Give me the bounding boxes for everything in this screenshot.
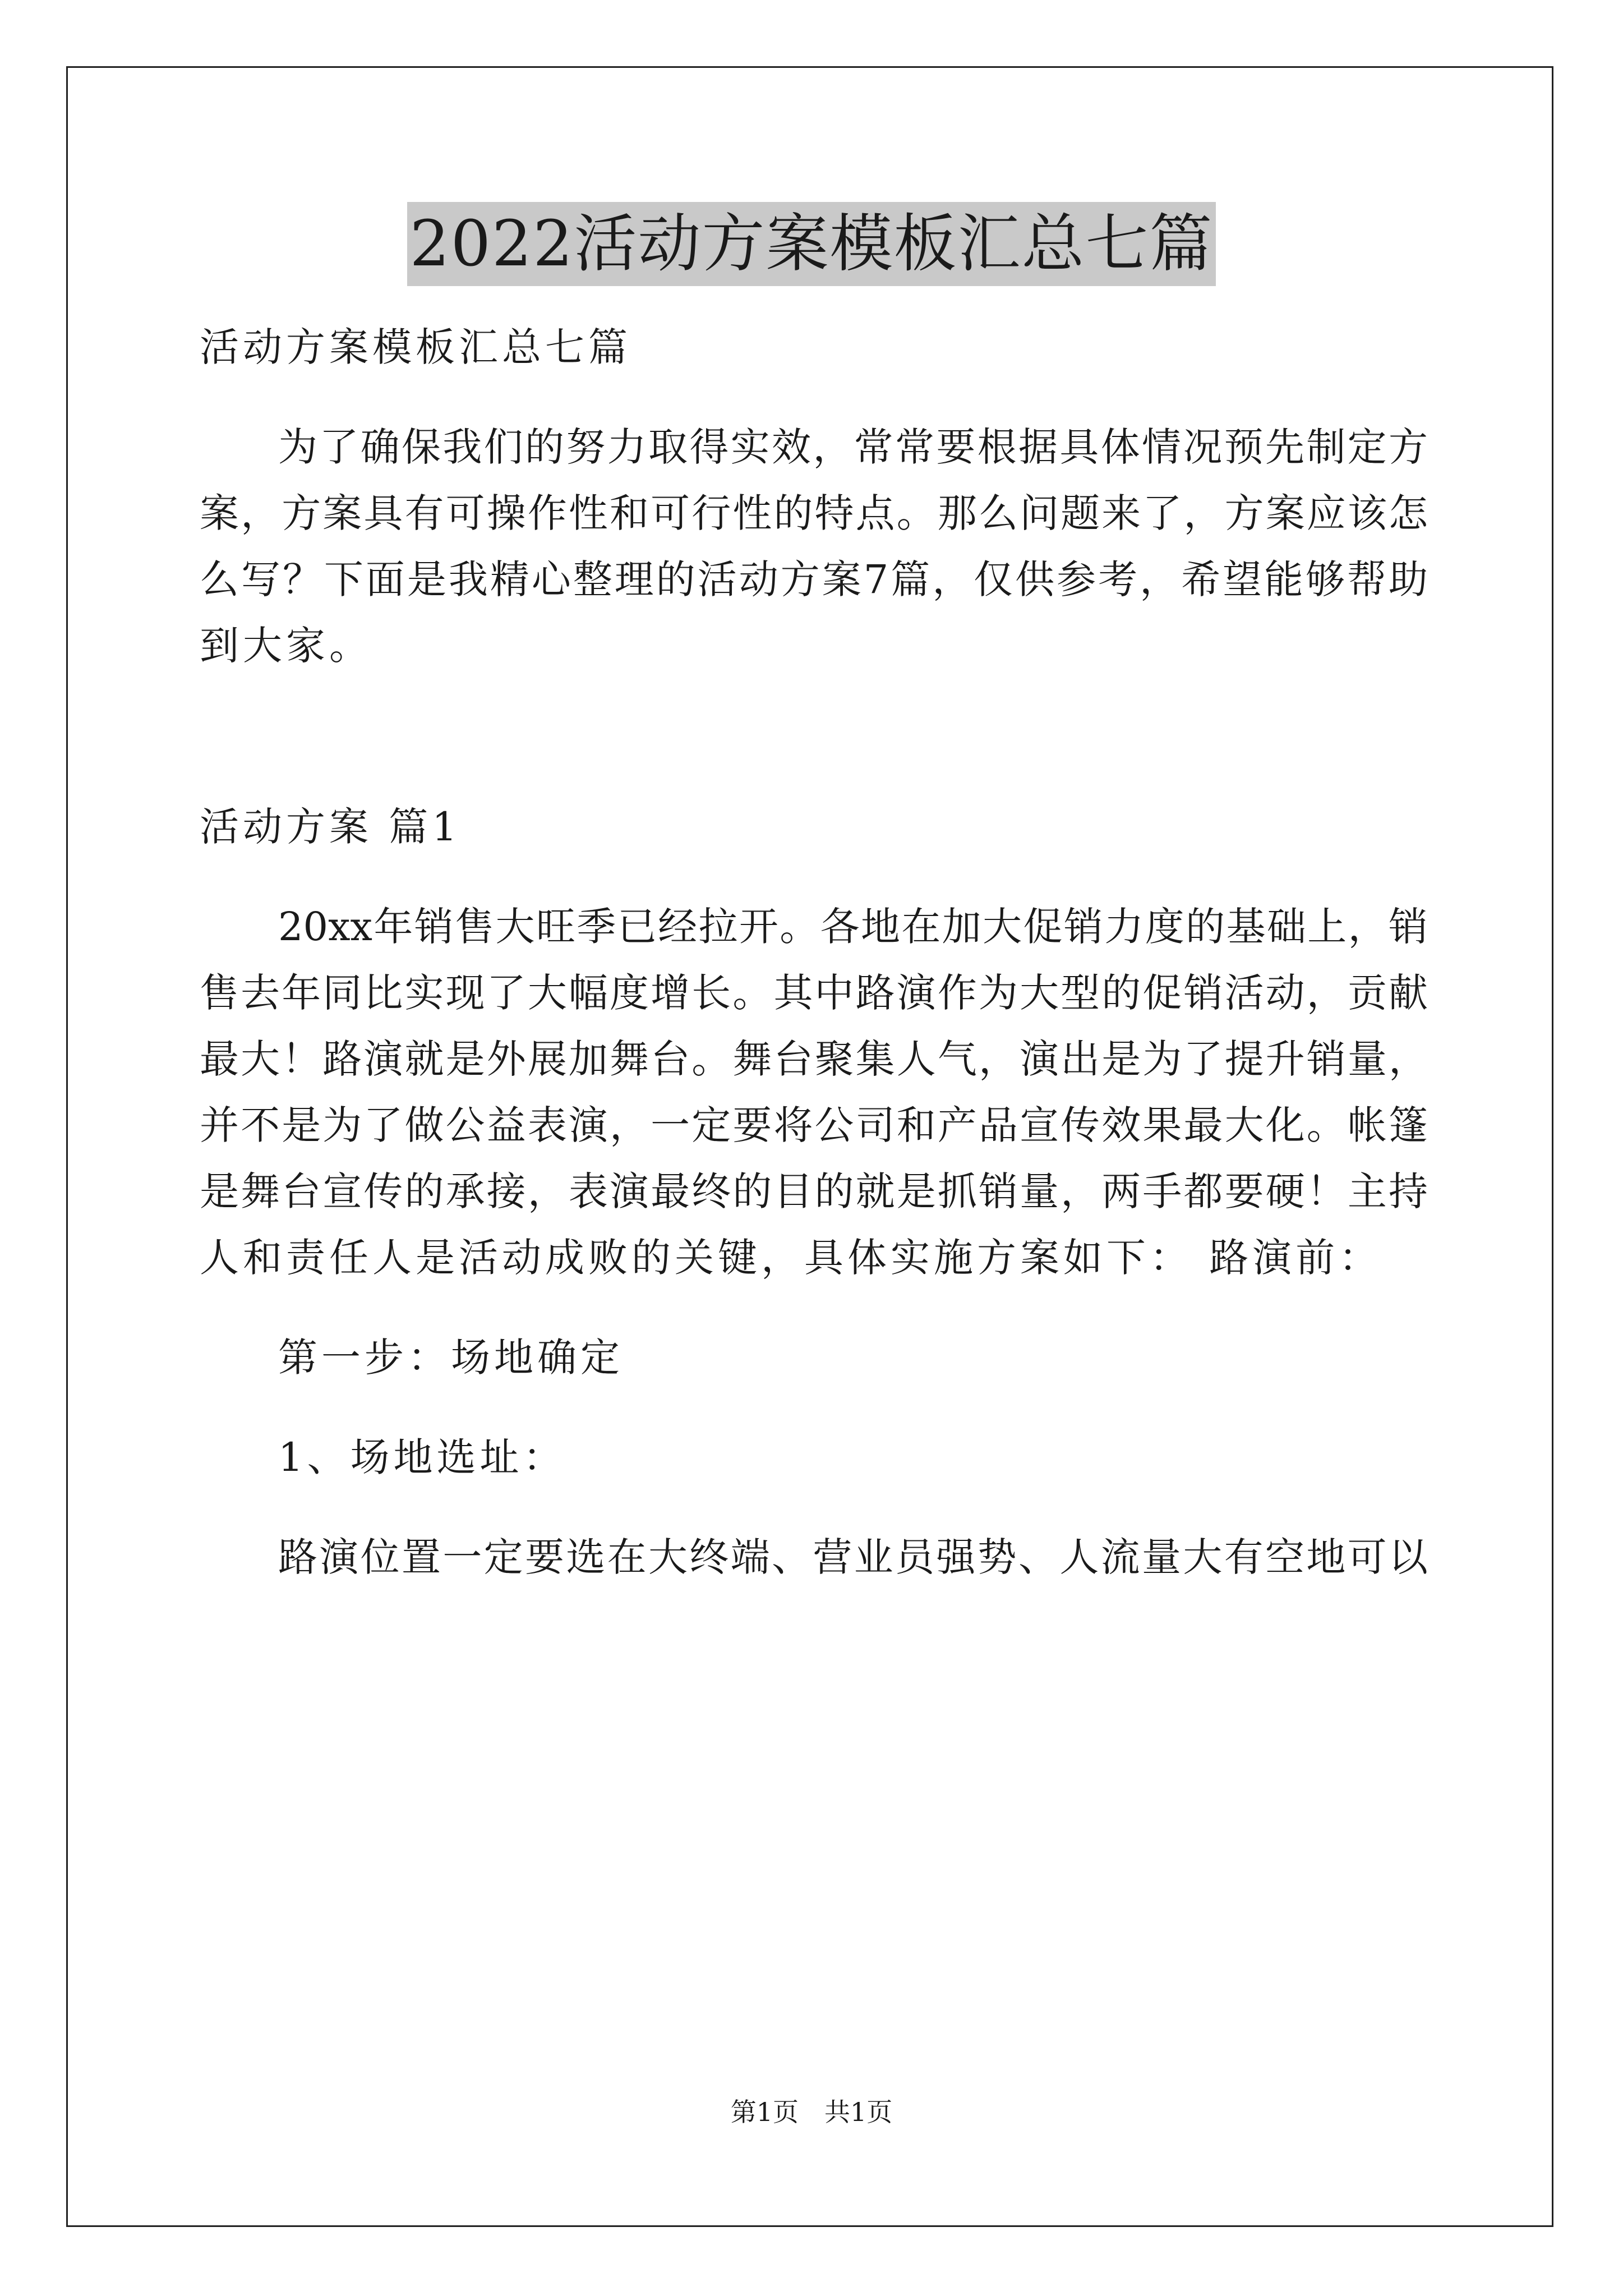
section-paragraph: [200, 894, 1428, 1291]
document-title: 2022活动方案模板汇总七篇: [407, 202, 1215, 286]
paragraph-line: 最大！路演就是外展加舞台。舞台聚集人气，演出是为了提升销量，: [200, 1036, 1428, 1082]
page-number: 第1页 共1页: [730, 2097, 893, 2127]
paragraph-line: 到大家。: [200, 623, 372, 669]
section-heading: 活动方案 篇1: [200, 804, 461, 850]
paragraph-line: 么写？下面是我精心整理的活动方案7篇，仅供参考，希望能够帮助: [200, 556, 1428, 602]
paragraph-line: 20xx年销售大旺季已经拉开。各地在加大促销力度的基础上，销: [278, 904, 1428, 950]
paragraph-line: 案，方案具有可操作性和可行性的特点。那么问题来了，方案应该怎: [200, 490, 1428, 536]
paragraph-line: 售去年同比实现了大幅度增长。其中路演作为大型的促销活动，贡献: [200, 970, 1428, 1016]
paragraph-line: 并不是为了做公益表演，一定要将公司和产品宣传效果最大化。帐篷: [200, 1102, 1428, 1148]
intro-paragraph: [200, 414, 1428, 679]
paragraph-line: 为了确保我们的努力取得实效，常常要根据具体情况预先制定方: [278, 424, 1428, 470]
paragraph-line: 路演位置一定要选在大终端、营业员强势、人流量大有空地可以: [278, 1534, 1428, 1580]
document-subtitle: 活动方案模板汇总七篇: [200, 324, 631, 370]
paragraph-line: 人和责任人是活动成败的关键，具体实施方案如下： 路演前：: [200, 1235, 1382, 1281]
title-block: [0, 202, 1623, 286]
item-heading: 1、场地选址：: [278, 1434, 566, 1480]
document-body: [200, 314, 1428, 1590]
paragraph-line: 是舞台宣传的承接，表演最终的目的就是抓销量，两手都要硬！主持: [200, 1168, 1428, 1214]
step-heading: 第一步：场地确定: [278, 1335, 624, 1381]
